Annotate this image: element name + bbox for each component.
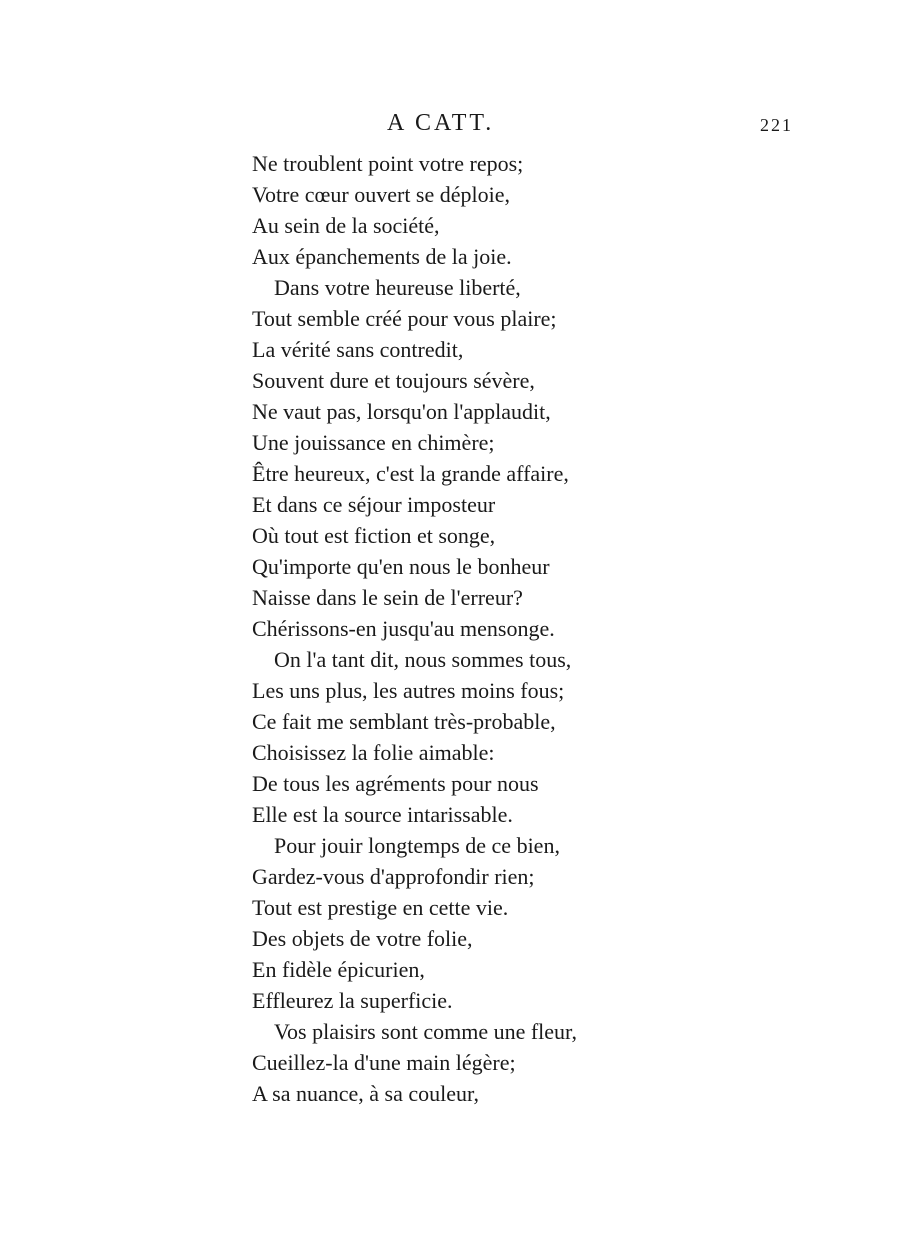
poem-line: Les uns plus, les autres moins fous;: [252, 678, 565, 703]
poem-line: Une jouissance en chimère;: [252, 430, 495, 455]
poem-line: Et dans ce séjour imposteur: [252, 492, 496, 517]
poem-line: Cueillez-la d'une main légère;: [252, 1050, 516, 1075]
poem-line: Des objets de votre folie,: [252, 926, 473, 951]
poem-line: Ne troublent point votre repos;: [252, 151, 524, 176]
poem-line: La vérité sans contredit,: [252, 337, 464, 362]
poem-line: Gardez-vous d'approfondir rien;: [252, 864, 535, 889]
poem-line: On l'a tant dit, nous sommes tous,: [274, 647, 572, 672]
poem-line: A sa nuance, à sa couleur,: [252, 1081, 479, 1106]
poem-text: [252, 148, 812, 1109]
poem-line: Tout est prestige en cette vie.: [252, 895, 509, 920]
poem-line: Au sein de la société,: [252, 213, 440, 238]
poem-line: Où tout est fiction et songe,: [252, 523, 496, 548]
poem-line: Elle est la source intarissable.: [252, 802, 513, 827]
poem-line: Tout semble créé pour vous plaire;: [252, 306, 557, 331]
poem-line: Qu'importe qu'en nous le bonheur: [252, 554, 550, 579]
poem-line: Effleurez la superficie.: [252, 988, 453, 1013]
poem-line: Chérissons-en jusqu'au mensonge.: [252, 616, 555, 641]
poem-line: Souvent dure et toujours sévère,: [252, 368, 535, 393]
poem-line: Pour jouir longtemps de ce bien,: [274, 833, 560, 858]
poem-line: Ce fait me semblant très-probable,: [252, 709, 556, 734]
running-head: [0, 108, 900, 138]
page-number: 221: [760, 115, 793, 135]
poem-line: Naisse dans le sein de l'erreur?: [252, 585, 523, 610]
poem-line: En fidèle épicurien,: [252, 957, 425, 982]
running-title: A CATT.: [387, 110, 495, 136]
poem-line: Ne vaut pas, lorsqu'on l'applaudit,: [252, 399, 551, 424]
poem-line: Votre cœur ouvert se déploie,: [252, 182, 511, 207]
poem-line: Aux épanchements de la joie.: [252, 244, 512, 269]
poem-line: Choisissez la folie aimable:: [252, 740, 495, 765]
poem-line: Être heureux, c'est la grande affaire,: [252, 461, 569, 486]
poem-line: De tous les agréments pour nous: [252, 771, 539, 796]
poem-line: Dans votre heureuse liberté,: [274, 275, 521, 300]
poem-line: Vos plaisirs sont comme une fleur,: [274, 1019, 578, 1044]
